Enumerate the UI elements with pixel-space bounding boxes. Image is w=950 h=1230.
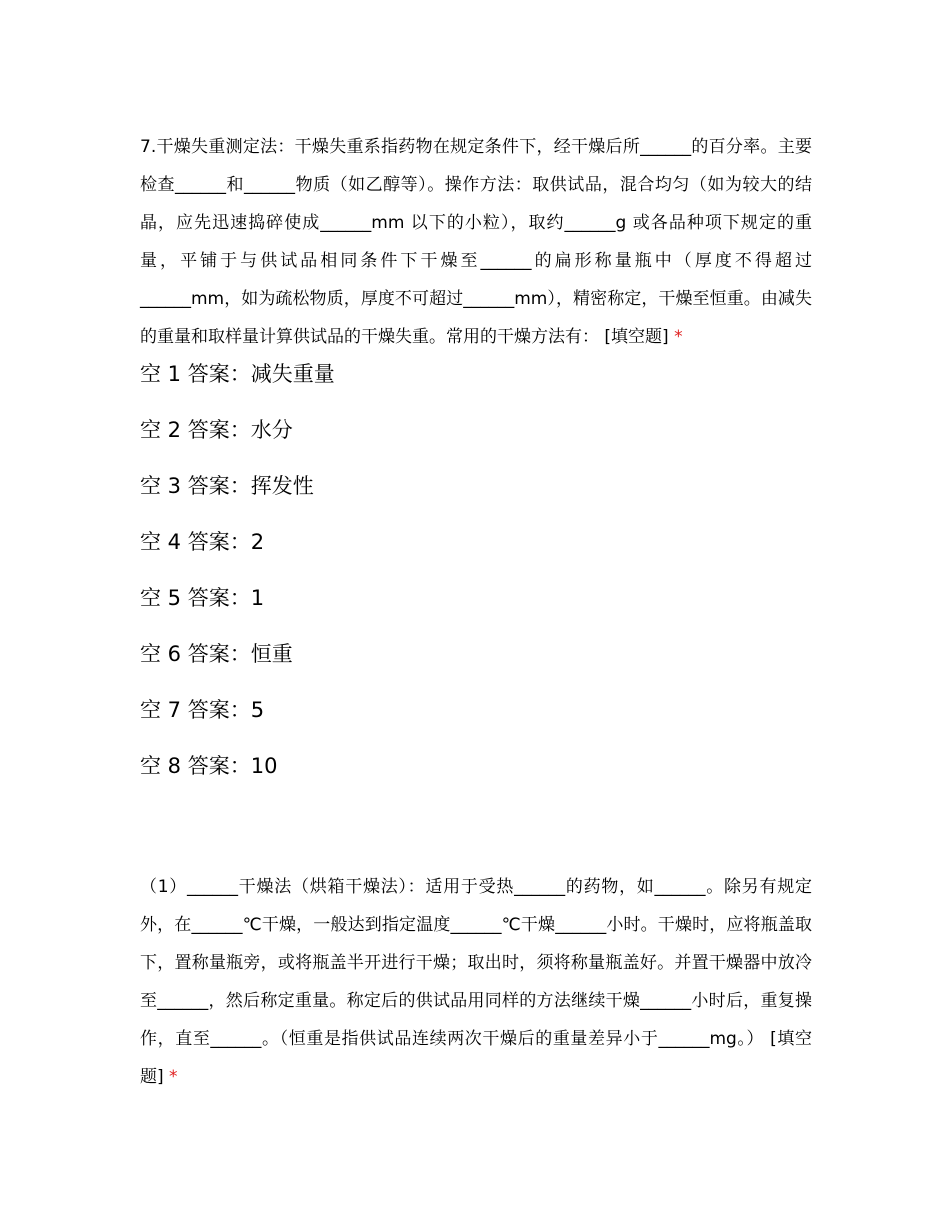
answer-item: 空 6 答案：恒重 [140, 642, 293, 666]
document-page [140, 128, 812, 1096]
question-7-type-tag: [填空题] [604, 327, 669, 347]
answer-item: 空 4 答案：2 [140, 530, 265, 554]
required-mark: * [674, 327, 683, 347]
answer-item: 空 8 答案：10 [140, 754, 278, 778]
answer-item: 空 3 答案：挥发性 [140, 474, 314, 498]
answer-item: 空 2 答案：水分 [140, 418, 293, 442]
question-oven-drying-text: （1）______干燥法（烘箱干燥法）：适用于受热______的药物，如______。除另有规定外，在______℃干燥，一般达到指定温度______℃干燥______小时。干燥时，应将瓶盖取下，置称量瓶旁，或将瓶盖半开进行干燥；取出时，须将称量瓶盖好。并置干燥器中放冷至______，然后称定重量。称定后的供试品用同样的方法继续干燥______小时后，重复操作，直至______。（恒重是指供试品连续两次干燥后的重量差异小于______mg。） [140, 877, 812, 1049]
question-oven-drying [140, 868, 812, 1096]
question-oven-drying-type-tag: [填空题] [140, 1029, 812, 1087]
answer-item: 空 5 答案：1 [140, 586, 265, 610]
answer-list [140, 360, 812, 808]
answer-item: 空 7 答案：5 [140, 698, 265, 722]
question-7 [140, 128, 812, 356]
required-mark: * [169, 1067, 178, 1087]
question-7-text: 7.干燥失重测定法：干燥失重系指药物在规定条件下，经干燥后所______的百分率。主要检查______和______物质（如乙醇等）。操作方法：取供试品，混合均匀（如为较大的结晶，应先迅速捣碎使成______mm 以下的小粒），取约______g 或各品种项下规定的重量，平铺于与供试品相同条件下干燥至______的扁形称量瓶中（厚度不得超过______mm，如为疏松物质，厚度不可超过______mm），精密称定，干燥至恒重。由减失的重量和取样量计算供试品的干燥失重。常用的干燥方法有： [140, 137, 812, 347]
answer-item: 空 1 答案：减失重量 [140, 362, 335, 386]
